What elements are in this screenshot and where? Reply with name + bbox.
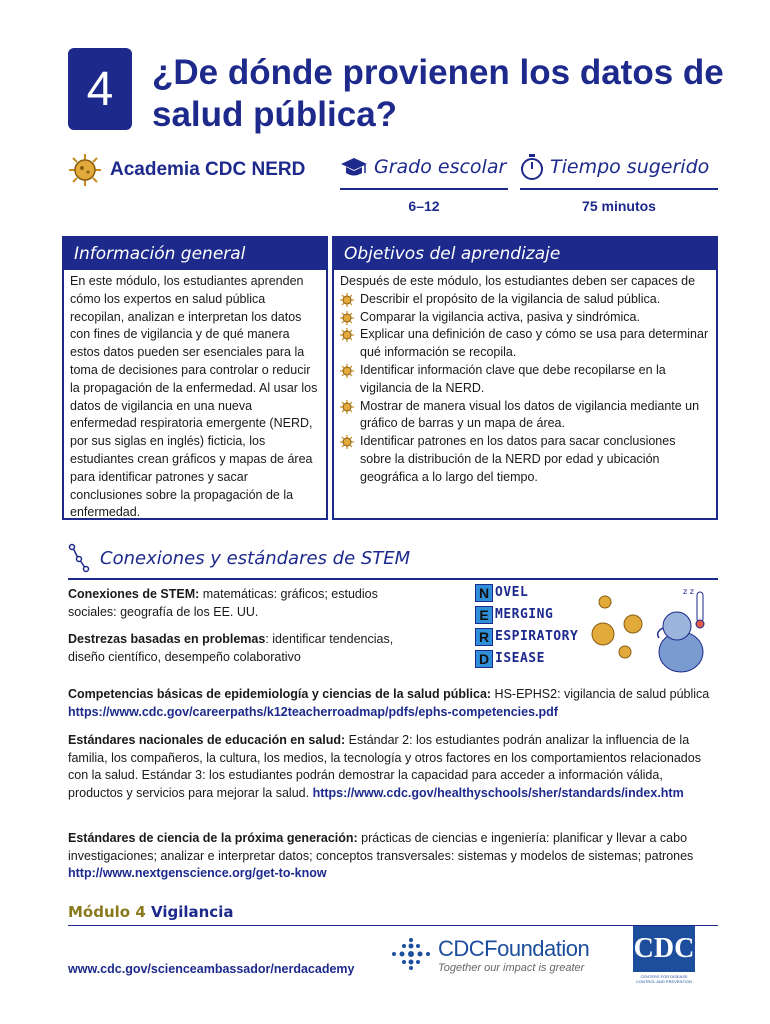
footer-url-link[interactable]: www.cdc.gov/scienceambassador/nerdacademy bbox=[68, 962, 355, 976]
footer-divider bbox=[68, 925, 718, 926]
nerd-illustration bbox=[475, 582, 715, 674]
cdc-logo: CDC bbox=[633, 926, 695, 972]
time-block bbox=[520, 150, 718, 214]
time-value: 75 minutos bbox=[582, 198, 656, 214]
virus-bullet-icon bbox=[340, 400, 360, 414]
virus-bullet-icon bbox=[340, 311, 360, 325]
epi-competencies: Competencias básicas de epidemiología y ciencias de la salud pública: HS-EPHS2: vigilancia de salud pública https://www.cdc.gov/careerpaths/k12teacherroadmap/pdfs/ephs-competencies.pdf bbox=[68, 687, 710, 719]
virus-icon bbox=[340, 311, 354, 325]
overview-panel bbox=[62, 236, 328, 520]
foundation-tagline: Together our impact is greater bbox=[438, 962, 585, 974]
virus-bullet-icon bbox=[340, 435, 360, 449]
time-label: Tiempo sugerido bbox=[550, 156, 710, 178]
footer-module: Módulo 4 Vigilancia bbox=[68, 903, 234, 921]
list-item: Describir el propósito de la vigilancia de salud pública. bbox=[340, 291, 710, 309]
page-title: ¿De dónde provienen los datos de salud pública? bbox=[152, 53, 724, 134]
graduation-cap-icon bbox=[340, 156, 368, 178]
list-item: Comparar la vigilancia activa, pasiva y sindrómica. bbox=[340, 309, 710, 327]
grade-value: 6–12 bbox=[408, 198, 440, 214]
overview-text: En este módulo, los estudiantes aprenden cómo los expertos en salud pública recopilan, analizan e interpretan los datos con fines de vigilancia y de qué manera estos datos pueden ser esenciales para la toma de decisiones para controlar o reducir la propagación de la enfermedad. Al usar los datos de vigilancia en una nueva enfermedad respiratoria emergente (NERD, por sus siglas en inglés) ficticia, los estudiantes crean gráficos y mapas de área para identificar patrones y sacar conclusiones sobre la propagación de la enfermedad. bbox=[70, 274, 318, 520]
foundation-name: CDCFoundation bbox=[438, 936, 590, 961]
virus-bullet-icon bbox=[340, 364, 360, 378]
nerd-row: N OVEL bbox=[475, 582, 595, 603]
network-icon bbox=[68, 543, 90, 573]
nerd-row: R ESPIRATORY bbox=[475, 626, 595, 647]
virus-bullet-icon bbox=[340, 328, 360, 342]
list-item: Identificar información clave que debe recopilarse en la vigilancia de la NERD. bbox=[340, 362, 710, 398]
health-standards-link[interactable]: https://www.cdc.gov/healthyschools/sher/standards/index.htm bbox=[312, 785, 684, 800]
grade-label: Grado escolar bbox=[374, 156, 507, 178]
stem-heading bbox=[68, 540, 718, 576]
virus-icon bbox=[592, 596, 642, 658]
competencies-link[interactable]: https://www.cdc.gov/careerpaths/k12teacherroadmap/pdfs/ephs-competencies.pdf bbox=[68, 704, 558, 719]
svg-text:z z: z z bbox=[683, 587, 694, 596]
virus-icon bbox=[340, 364, 354, 378]
dots-logo-icon bbox=[388, 934, 434, 974]
module-number-badge: 4 bbox=[68, 48, 132, 130]
health-standards: Estándares nacionales de educación en salud: Estándar 2: los estudiantes podrán analizar la influencia de la familia, los compañeros, la cultura, los medios, la tecnología y otros factores en los comportamientos relacionados con la salud. Estándar 3: los estudiantes podrán demostrar la capacidad para acceder a información válida, productos y servicios para mejorar la salud. https://www.cdc.gov/healthyschools/sher/standards/index.htm bbox=[68, 733, 701, 800]
ngss-link[interactable]: http://www.nextgenscience.org/get-to-know bbox=[68, 866, 327, 880]
objectives-panel bbox=[332, 236, 718, 520]
grade-block bbox=[340, 150, 508, 214]
stopwatch-icon bbox=[520, 153, 544, 181]
sick-person-illustration bbox=[583, 582, 715, 674]
list-item: Mostrar de manera visual los datos de vigilancia mediante un gráfico de barras y un mapa de área. bbox=[340, 398, 710, 434]
nerd-row: E MERGING bbox=[475, 604, 595, 625]
cdc-foundation-logo bbox=[388, 930, 598, 980]
ngss-standards: Estándares de ciencia de la próxima generación: prácticas de ciencias e ingeniería: planificar y llevar a cabo investigaciones; analizar e interpretar datos; conceptos transversales: sistemas y modelos de sistemas; patrones http://www.nextgenscience.org/get-to-know bbox=[68, 831, 694, 880]
objectives-heading: Objetivos del aprendizaje bbox=[334, 238, 716, 270]
time-divider bbox=[520, 188, 718, 190]
objectives-intro: Después de este módulo, los estudiantes deben ser capaces de bbox=[340, 274, 696, 288]
academy-name: Academia CDC NERD bbox=[110, 159, 306, 180]
objectives-list bbox=[340, 291, 710, 487]
problem-skills: Destrezas basadas en problemas: identificar tendencias, diseño científico, desempeño colaborativo bbox=[68, 632, 394, 664]
virus-icon bbox=[340, 293, 354, 307]
virus-icon bbox=[340, 435, 354, 449]
overview-heading: Información general bbox=[64, 238, 326, 270]
virus-icon bbox=[68, 153, 102, 187]
stem-divider bbox=[68, 578, 718, 580]
nerd-row: D ISEASE bbox=[475, 648, 595, 669]
list-item: Explicar una definición de caso y cómo se usa para determinar qué información se recopila. bbox=[340, 326, 710, 362]
list-item: Identificar patrones en los datos para sacar conclusiones sobre la distribución de la NERD por edad y ubicación geográfica a lo largo del tiempo. bbox=[340, 433, 710, 486]
virus-icon bbox=[340, 400, 354, 414]
stem-heading-text: Conexiones y estándares de STEM bbox=[100, 547, 411, 569]
stem-connections: Conexiones de STEM: matemáticas: gráficos; estudios sociales: geografía de los EE. UU. bbox=[68, 587, 378, 619]
grade-divider bbox=[340, 188, 508, 190]
academy-label bbox=[68, 150, 328, 190]
virus-icon bbox=[340, 328, 354, 342]
virus-bullet-icon bbox=[340, 293, 360, 307]
cdc-logo-subtitle: CENTERS FOR DISEASE CONTROL AND PREVENTION bbox=[636, 974, 692, 984]
